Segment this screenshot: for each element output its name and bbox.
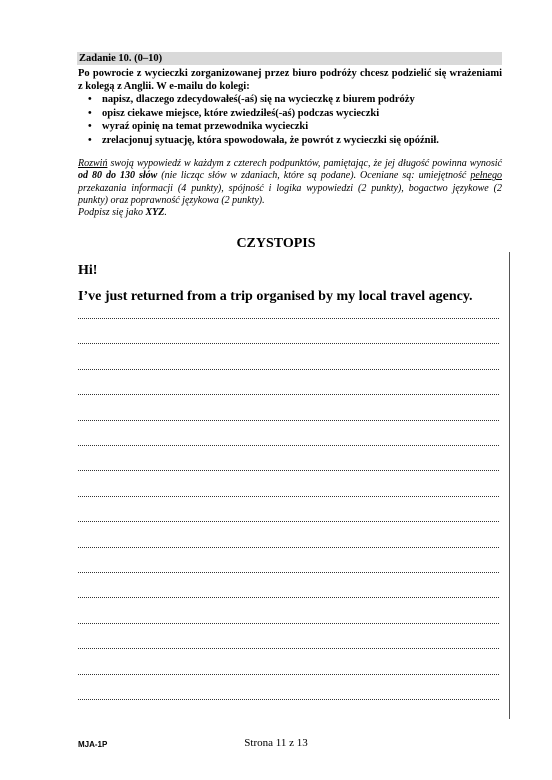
signature-instruction — [78, 207, 167, 219]
task-bullet-item — [88, 107, 502, 121]
task-bullet-text: zrelacjonuj sytuację, która spowodowała, że powrót z wycieczki się opóźnił. — [102, 134, 439, 146]
signature-name: XYZ — [145, 207, 165, 218]
exam-code: MJA-1P — [78, 740, 108, 749]
answer-line[interactable] — [78, 623, 499, 624]
signature-suffix: . — [164, 207, 167, 218]
answer-line[interactable] — [78, 572, 499, 573]
bullet-icon: • — [88, 94, 92, 105]
answer-line[interactable] — [78, 496, 499, 497]
answer-line[interactable] — [78, 699, 499, 700]
answer-line[interactable] — [78, 343, 499, 344]
answer-line[interactable] — [78, 394, 499, 395]
task-bullet-list — [88, 93, 502, 147]
answer-line[interactable] — [78, 445, 499, 446]
task-bullet-item — [88, 134, 502, 148]
instruction-keyword: Rozwiń — [78, 158, 108, 169]
czystopis-title: CZYSTOPIS — [236, 236, 316, 251]
instruction-text: przekazania informacji (4 punkty), spójność i logika wypowiedzi (2 punkty), bogactwo językowe (2 punkty) oraz poprawność językowa (2 punkty). — [78, 182, 502, 207]
instruction-emphasis: pełnego — [470, 170, 502, 182]
answer-line[interactable] — [78, 470, 499, 471]
task-intro: Po powrocie z wycieczki zorganizowanej przez biuro podróży chcesz podzielić się wrażeniami z kolegą z Anglii. W e-mailu do kolegi: — [78, 68, 502, 92]
answer-line[interactable] — [78, 648, 499, 649]
answer-line[interactable] — [78, 597, 499, 598]
task-header: Zadanie 10. (0–10) — [77, 52, 502, 65]
bullet-icon: • — [88, 107, 92, 119]
answer-line[interactable] — [78, 547, 499, 548]
instruction-text: (nie licząc słów w zdaniach, które są podane). Oceniane są: umiejętność — [157, 170, 471, 182]
email-greeting: Hi! — [78, 263, 98, 278]
task-bullet-text: opisz ciekawe miejsce, które zwiedziłeś(-aś) podczas wycieczki — [102, 107, 380, 119]
answer-line[interactable] — [78, 369, 499, 370]
instruction-text: swoją wypowiedź w każdym z czterech podpunktów, pamiętając, że jej długość powinna wynosić — [107, 158, 502, 169]
page-number: Strona 11 z 13 — [244, 737, 308, 749]
task-bullet-item — [88, 93, 502, 107]
answer-line[interactable] — [78, 318, 499, 319]
bullet-icon: • — [88, 121, 92, 133]
answer-line[interactable] — [78, 521, 499, 522]
answer-line[interactable] — [78, 674, 499, 675]
email-first-line: I’ve just returned from a trip organised by my local travel agency. — [78, 289, 473, 304]
task-bullet-text: napisz, dlaczego zdecydowałeś(-aś) się na wycieczkę z biurem podróży — [102, 94, 415, 105]
instructions — [78, 158, 502, 208]
bullet-icon: • — [88, 134, 92, 146]
margin-line — [509, 252, 510, 719]
answer-line[interactable] — [78, 420, 499, 421]
task-bullet-text: wyraź opinię na temat przewodnika wycieczki — [102, 121, 309, 133]
task-bullet-item — [88, 120, 502, 134]
signature-prefix: Podpisz się jako — [78, 207, 146, 218]
word-count-requirement: od 80 do 130 słów — [78, 170, 158, 182]
